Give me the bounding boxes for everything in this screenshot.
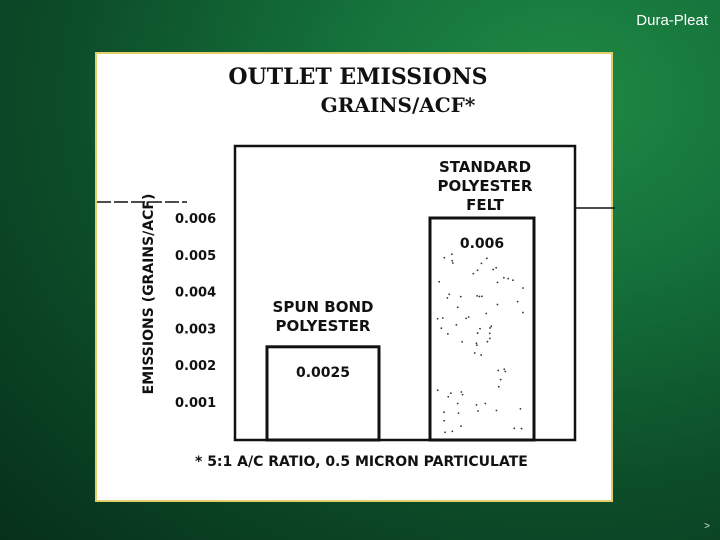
emissions-chart [97, 54, 615, 504]
speckle-dot [437, 389, 439, 391]
speckle-dot [477, 410, 479, 412]
speckle-dot [447, 396, 449, 398]
speckle-dot [477, 269, 479, 271]
speckle-dot [477, 332, 479, 334]
speckle-dot [517, 301, 519, 303]
speckle-dot [444, 431, 446, 433]
speckle-dot [503, 277, 505, 279]
speckle-dot [442, 317, 444, 319]
y-tick-label: 0.003 [175, 322, 217, 338]
speckle-dot [476, 295, 478, 297]
brand-label: Dura-Pleat [636, 12, 708, 29]
chart-title: OUTLET EMISSIONS [228, 64, 488, 90]
speckle-dot [497, 370, 499, 372]
speckle-dot [522, 312, 524, 314]
category-label: SPUN BOND [272, 298, 374, 316]
y-axis-label: EMISSIONS (GRAINS/ACF) [141, 193, 157, 395]
category-label: STANDARD [438, 158, 532, 176]
speckle-dot [476, 404, 478, 406]
speckle-dot [457, 306, 459, 308]
speckle-dot [443, 420, 445, 422]
speckle-dot [447, 333, 449, 335]
speckle-dot [476, 344, 478, 346]
speckle-dot [504, 371, 506, 373]
speckle-dot [496, 410, 498, 412]
speckle-dot [487, 341, 489, 343]
speckle-dot [489, 338, 491, 340]
speckle-dot [443, 411, 445, 413]
speckle-dot [513, 427, 515, 429]
y-tick-label: 0.006 [175, 212, 217, 227]
footnote: * 5:1 A/C RATIO, 0.5 MICRON PARTICULATE [195, 454, 528, 470]
speckle-dot [484, 403, 486, 405]
bar [267, 347, 379, 440]
speckle-dot [458, 412, 460, 414]
speckle-dot [522, 287, 524, 289]
speckle-dot [476, 342, 478, 344]
speckle-dot [468, 316, 470, 318]
speckle-dot [451, 253, 453, 255]
speckle-dot [443, 257, 445, 259]
speckle-dot [497, 304, 499, 306]
speckle-dot [492, 269, 494, 271]
speckle-dot [465, 317, 467, 319]
speckle-dot [520, 408, 522, 410]
category-label: POLYESTER [275, 317, 371, 335]
speckle-dot [472, 273, 474, 275]
speckle-dot [448, 293, 450, 295]
y-tick-label: 0.002 [175, 359, 217, 375]
chart-subtitle: GRAINS/ACF* [320, 93, 476, 117]
speckle-dot [512, 279, 514, 281]
speckle-dot [457, 403, 459, 405]
speckle-dot [452, 262, 454, 264]
speckle-dot [481, 262, 483, 264]
speckle-dot [503, 368, 505, 370]
speckle-dot [462, 394, 464, 396]
speckle-dot [446, 297, 448, 299]
y-tick-label: 0.004 [175, 285, 217, 301]
speckle-dot [460, 391, 462, 393]
speckle-dot [460, 296, 462, 298]
speckle-dot [455, 324, 457, 326]
speckle-dot [485, 313, 487, 315]
bar-value-label: 0.0025 [295, 364, 351, 381]
speckle-dot [450, 392, 452, 394]
speckle-dot [500, 379, 502, 381]
speckle-dot [521, 428, 523, 430]
chart-panel [95, 52, 613, 502]
speckle-dot [440, 327, 442, 329]
y-tick-label: 0.001 [175, 396, 217, 411]
speckle-dot [474, 352, 476, 354]
speckle-dot [438, 281, 440, 283]
category-label: POLYESTER [437, 177, 533, 195]
y-tick-label: 0.005 [175, 248, 217, 264]
speckle-dot [437, 318, 439, 320]
speckle-dot [451, 260, 453, 262]
speckle-dot [498, 386, 500, 388]
speckle-dot [495, 267, 497, 269]
speckle-dot [479, 328, 481, 330]
slide-mark: > [704, 521, 710, 532]
speckle-dot [451, 431, 453, 433]
speckle-dot [478, 296, 480, 298]
speckle-dot [486, 257, 488, 259]
speckle-dot [489, 327, 491, 329]
speckle-dot [480, 354, 482, 356]
speckle-dot [489, 333, 491, 335]
category-label: FELT [466, 196, 504, 214]
bar-value-label: 0.006 [459, 236, 505, 252]
speckle-dot [497, 282, 499, 284]
speckle-dot [490, 325, 492, 327]
speckle-dot [507, 278, 509, 280]
speckle-dot [460, 425, 462, 427]
speckle-dot [481, 295, 483, 297]
speckle-dot [461, 341, 463, 343]
